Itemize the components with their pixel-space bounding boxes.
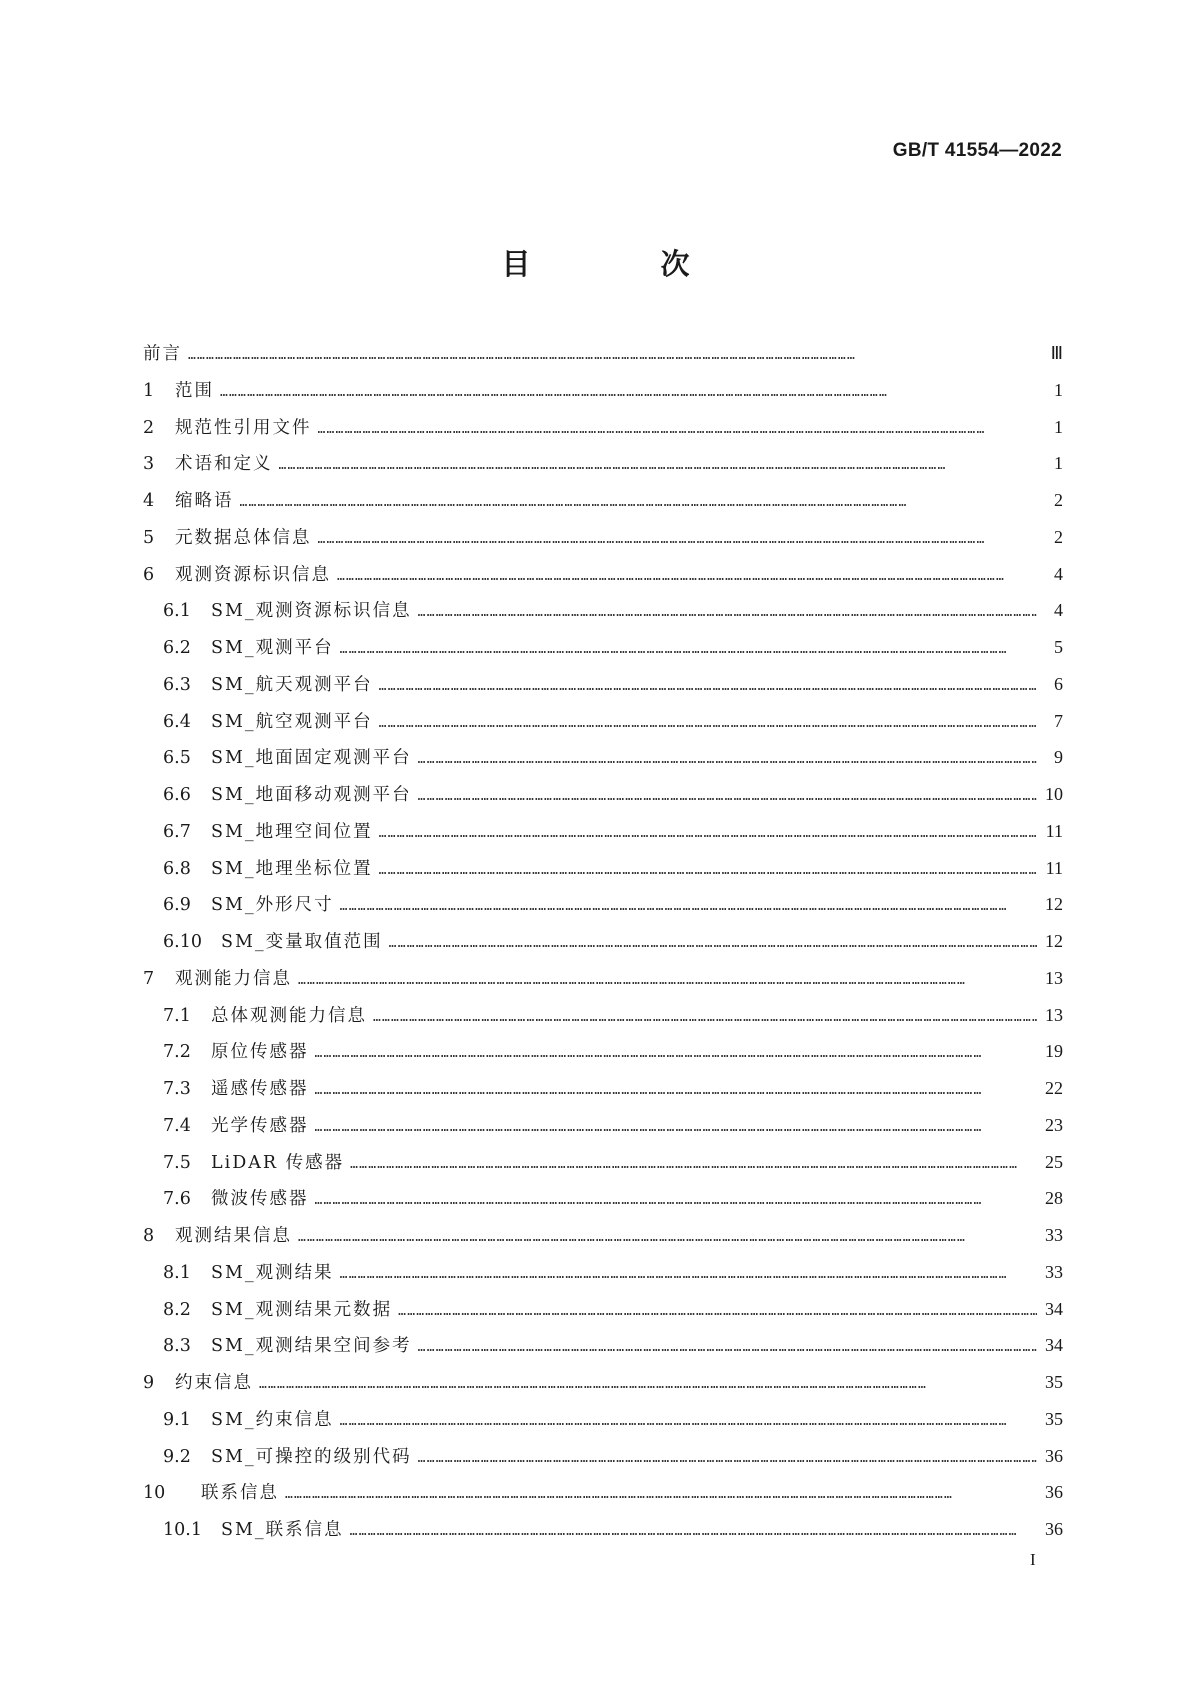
toc-entry[interactable] bbox=[143, 524, 1063, 561]
toc-entry-page: 12 bbox=[1045, 931, 1063, 951]
toc-entry-number: 8.2 bbox=[163, 1299, 191, 1320]
toc-entry-number: 7.3 bbox=[163, 1079, 191, 1099]
toc-entry-page: 36 bbox=[1045, 1482, 1063, 1503]
table-of-contents bbox=[143, 340, 1063, 1553]
toc-leader-dots bbox=[418, 1451, 1037, 1466]
toc-entry-number: 6.7 bbox=[163, 821, 191, 842]
toc-leader-dots bbox=[389, 936, 1037, 951]
toc-entry[interactable] bbox=[143, 1406, 1063, 1443]
toc-entry-page: 22 bbox=[1045, 1078, 1063, 1098]
toc-entry-title: SM_航空观测平台 bbox=[211, 711, 373, 732]
toc-entry[interactable] bbox=[143, 928, 1063, 965]
toc-entry-title: 术语和定义 bbox=[175, 454, 273, 475]
toc-entry-title: SM_外形尺寸 bbox=[211, 895, 334, 916]
toc-entry-page: 1 bbox=[1054, 416, 1063, 437]
toc-entry-title: 规范性引用文件 bbox=[175, 417, 312, 438]
toc-entry-page: 12 bbox=[1045, 894, 1063, 915]
toc-entry-page: 36 bbox=[1045, 1445, 1063, 1466]
toc-leader-dots bbox=[379, 716, 1037, 731]
toc-entry-title: SM_约束信息 bbox=[211, 1409, 334, 1430]
toc-leader-dots bbox=[318, 422, 1038, 437]
toc-entry-title: SM_地理空间位置 bbox=[211, 821, 373, 842]
toc-entry-page: 5 bbox=[1054, 637, 1063, 657]
toc-entry-title: 微波传感器 bbox=[211, 1189, 309, 1210]
page-title: 目 次 bbox=[501, 247, 750, 281]
standard-number: GB/T 41554—2022 bbox=[892, 140, 1062, 161]
toc-entry-title: SM_观测结果 bbox=[211, 1262, 334, 1283]
toc-entry-number: 1 bbox=[143, 380, 155, 401]
toc-entry-number: 10 bbox=[143, 1483, 166, 1504]
toc-entry[interactable] bbox=[143, 450, 1063, 487]
toc-entry[interactable] bbox=[143, 487, 1063, 524]
toc-leader-dots bbox=[340, 1267, 1037, 1282]
toc-entry-page: 11 bbox=[1045, 820, 1063, 841]
toc-entry-page: 23 bbox=[1045, 1114, 1063, 1135]
toc-entry-title: 范围 bbox=[175, 380, 214, 401]
toc-entry-page: 34 bbox=[1045, 1335, 1063, 1356]
toc-entry-page: 34 bbox=[1045, 1298, 1063, 1319]
toc-entry-page: 4 bbox=[1054, 563, 1063, 584]
toc-entry[interactable] bbox=[143, 1516, 1063, 1553]
toc-entry[interactable] bbox=[143, 671, 1063, 708]
toc-entry[interactable] bbox=[143, 708, 1063, 745]
toc-entry-page: 7 bbox=[1054, 710, 1063, 731]
toc-leader-dots bbox=[340, 1414, 1037, 1429]
toc-entry[interactable] bbox=[143, 377, 1063, 414]
toc-entry-title: SM_地理坐标位置 bbox=[211, 858, 373, 879]
toc-entry-page: 36 bbox=[1045, 1519, 1063, 1539]
toc-entry-page: 28 bbox=[1045, 1188, 1063, 1209]
toc-entry-title: 联系信息 bbox=[201, 1483, 279, 1504]
toc-entry-number: 9.1 bbox=[163, 1409, 191, 1430]
toc-entry-title: 总体观测能力信息 bbox=[211, 1005, 367, 1026]
toc-entry-page: 6 bbox=[1054, 673, 1063, 694]
toc-entry-page: 9 bbox=[1054, 747, 1063, 768]
toc-entry[interactable] bbox=[143, 744, 1063, 781]
toc-entry-page: 1 bbox=[1054, 379, 1063, 400]
toc-entry-title: 观测能力信息 bbox=[175, 968, 292, 989]
toc-entry-title: SM_航天观测平台 bbox=[211, 674, 373, 695]
toc-entry-page: 25 bbox=[1045, 1151, 1063, 1172]
toc-leader-dots bbox=[285, 1487, 1037, 1502]
toc-leader-dots bbox=[340, 899, 1037, 914]
toc-entry-page: 10 bbox=[1045, 784, 1063, 804]
toc-entry-number: 7.5 bbox=[163, 1152, 191, 1173]
toc-entry-number: 7.1 bbox=[163, 1005, 191, 1026]
toc-leader-dots bbox=[259, 1377, 1037, 1392]
toc-entry-number: 6 bbox=[143, 564, 155, 585]
toc-entry[interactable] bbox=[143, 340, 1063, 377]
toc-entry-title: 约束信息 bbox=[175, 1373, 253, 1393]
toc-entry[interactable] bbox=[143, 1002, 1063, 1039]
toc-leader-dots bbox=[350, 1524, 1037, 1539]
toc-leader-dots bbox=[340, 642, 1037, 657]
toc-entry[interactable] bbox=[143, 1332, 1063, 1369]
toc-entry-title: 原位传感器 bbox=[211, 1042, 309, 1063]
toc-entry-number: 7.2 bbox=[163, 1042, 191, 1063]
toc-entry-page: 4 bbox=[1054, 600, 1063, 621]
toc-entry-page: 35 bbox=[1045, 1372, 1063, 1392]
toc-leader-dots bbox=[298, 973, 1037, 988]
toc-leader-dots bbox=[279, 458, 1038, 473]
toc-entry[interactable] bbox=[143, 1296, 1063, 1333]
toc-entry-title: 元数据总体信息 bbox=[175, 527, 312, 548]
toc-leader-dots bbox=[315, 1120, 1038, 1135]
toc-entry[interactable] bbox=[143, 818, 1063, 855]
toc-entry-number: 9 bbox=[143, 1373, 155, 1393]
toc-entry-number: 3 bbox=[143, 454, 155, 475]
toc-leader-dots bbox=[418, 605, 1037, 620]
toc-entry-number: 6.8 bbox=[163, 858, 191, 879]
toc-entry-title: 观测结果信息 bbox=[175, 1226, 292, 1246]
toc-entry-number: 8.1 bbox=[163, 1262, 191, 1283]
toc-leader-dots bbox=[188, 348, 1037, 363]
toc-entry-title: SM_观测结果空间参考 bbox=[211, 1336, 412, 1357]
toc-entry-number: 9.2 bbox=[163, 1446, 191, 1467]
toc-entry[interactable] bbox=[143, 561, 1063, 598]
toc-entry-number: 4 bbox=[143, 491, 155, 511]
toc-leader-dots bbox=[315, 1193, 1038, 1208]
toc-entry-page: 11 bbox=[1045, 857, 1063, 878]
toc-entry-page: 19 bbox=[1045, 1041, 1063, 1062]
toc-entry-page: Ⅲ bbox=[1050, 343, 1063, 363]
toc-entry-number: 8 bbox=[143, 1226, 155, 1246]
toc-entry-page: 13 bbox=[1045, 967, 1063, 988]
toc-entry-number: 2 bbox=[143, 417, 155, 438]
toc-entry[interactable] bbox=[143, 1185, 1063, 1222]
toc-entry-title: LiDAR 传感器 bbox=[211, 1152, 345, 1173]
toc-entry[interactable] bbox=[143, 1443, 1063, 1480]
toc-leader-dots bbox=[373, 1010, 1037, 1025]
toc-entry-number: 6.3 bbox=[163, 674, 191, 695]
toc-entry-number: 6.10 bbox=[163, 932, 202, 952]
toc-leader-dots bbox=[379, 826, 1037, 841]
toc-entry[interactable] bbox=[143, 1259, 1063, 1296]
toc-entry-title: SM_观测平台 bbox=[211, 638, 334, 658]
toc-entry-number: 10.1 bbox=[163, 1520, 202, 1540]
toc-entry-number: 7.4 bbox=[163, 1115, 191, 1136]
toc-leader-dots bbox=[315, 1046, 1038, 1061]
toc-entry-number: 8.3 bbox=[163, 1336, 191, 1357]
toc-entry-number: 6.6 bbox=[163, 785, 191, 805]
toc-entry-number: 6.4 bbox=[163, 711, 191, 732]
toc-entry-number: 6.2 bbox=[163, 638, 191, 658]
toc-leader-dots bbox=[337, 569, 1037, 584]
toc-entry-title: 遥感传感器 bbox=[211, 1079, 309, 1099]
toc-entry[interactable] bbox=[143, 855, 1063, 892]
toc-entry[interactable] bbox=[143, 634, 1063, 671]
toc-entry-page: 2 bbox=[1054, 490, 1063, 510]
toc-entry-page: 35 bbox=[1045, 1408, 1063, 1429]
toc-entry[interactable] bbox=[143, 597, 1063, 634]
toc-leader-dots bbox=[350, 1157, 1037, 1172]
toc-entry-title: SM_观测结果元数据 bbox=[211, 1299, 393, 1320]
toc-entry[interactable] bbox=[143, 1038, 1063, 1075]
toc-entry-title: SM_观测资源标识信息 bbox=[211, 601, 412, 622]
toc-entry-number: 7 bbox=[143, 968, 155, 989]
toc-entry-page: 33 bbox=[1045, 1225, 1063, 1245]
toc-entry-title: 光学传感器 bbox=[211, 1115, 309, 1136]
toc-entry-title: SM_变量取值范围 bbox=[221, 932, 383, 952]
toc-entry[interactable] bbox=[143, 1479, 1063, 1516]
toc-entry[interactable] bbox=[143, 781, 1063, 818]
toc-entry[interactable] bbox=[143, 965, 1063, 1002]
toc-entry-number: 6.1 bbox=[163, 601, 191, 622]
toc-entry-title: 观测资源标识信息 bbox=[175, 564, 331, 585]
toc-entry-title: SM_地面移动观测平台 bbox=[211, 785, 412, 805]
toc-leader-dots bbox=[418, 1340, 1037, 1355]
toc-leader-dots bbox=[298, 1230, 1037, 1245]
toc-entry-number: 7.6 bbox=[163, 1189, 191, 1210]
toc-leader-dots bbox=[418, 752, 1037, 767]
page-number: I bbox=[1030, 1550, 1036, 1569]
toc-leader-dots bbox=[220, 385, 1037, 400]
toc-entry[interactable] bbox=[143, 891, 1063, 928]
toc-entry[interactable] bbox=[143, 1369, 1063, 1406]
toc-leader-dots bbox=[379, 863, 1037, 878]
toc-entry[interactable] bbox=[143, 1075, 1063, 1112]
toc-leader-dots bbox=[315, 1083, 1038, 1098]
toc-entry-page: 33 bbox=[1045, 1261, 1063, 1282]
toc-entry[interactable] bbox=[143, 414, 1063, 451]
toc-entry[interactable] bbox=[143, 1149, 1063, 1186]
toc-leader-dots bbox=[418, 789, 1037, 804]
toc-entry[interactable] bbox=[143, 1222, 1063, 1259]
toc-entry-page: 13 bbox=[1045, 1004, 1063, 1025]
toc-entry-title: SM_联系信息 bbox=[221, 1520, 344, 1540]
toc-entry-title: 前言 bbox=[143, 344, 182, 364]
toc-entry-number: 6.5 bbox=[163, 748, 191, 769]
toc-entry-title: SM_可操控的级别代码 bbox=[211, 1446, 412, 1467]
toc-entry-title: 缩略语 bbox=[175, 491, 234, 511]
toc-leader-dots bbox=[318, 532, 1038, 547]
toc-entry-title: SM_地面固定观测平台 bbox=[211, 748, 412, 769]
toc-entry-page: 2 bbox=[1054, 526, 1063, 547]
toc-leader-dots bbox=[240, 495, 1038, 510]
toc-leader-dots bbox=[379, 679, 1037, 694]
toc-entry-number: 6.9 bbox=[163, 895, 191, 916]
toc-leader-dots bbox=[398, 1304, 1037, 1319]
toc-entry[interactable] bbox=[143, 1112, 1063, 1149]
toc-entry-page: 1 bbox=[1054, 453, 1063, 474]
toc-entry-number: 5 bbox=[143, 527, 155, 548]
